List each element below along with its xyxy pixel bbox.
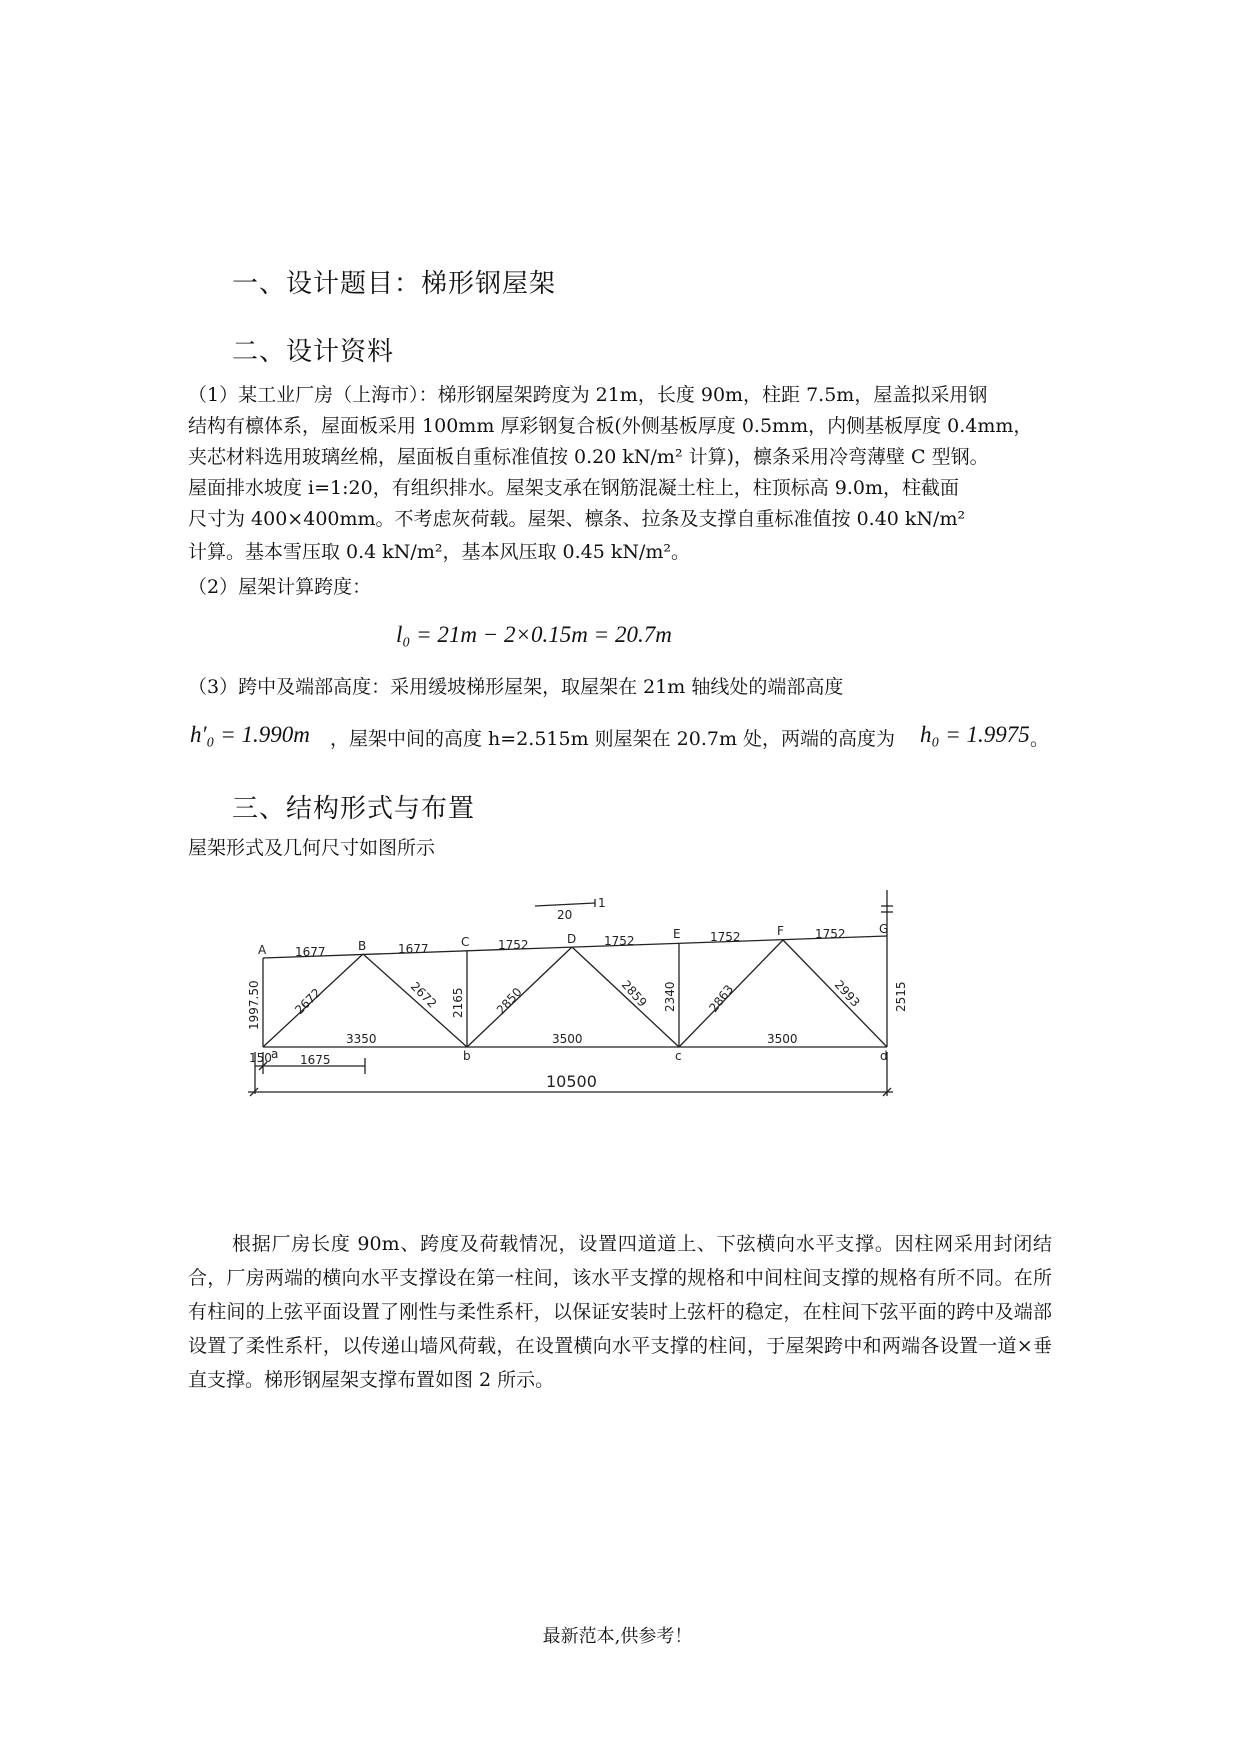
slope-indicator: [535, 903, 595, 906]
node-G: G: [879, 922, 889, 936]
top-len-FG: 1752: [815, 927, 846, 941]
node-B: B: [358, 939, 367, 953]
diag-len-cF: 2863: [706, 982, 737, 1015]
diag-len-bD: 2850: [493, 984, 525, 1018]
page-footer: 最新范本,供参考！: [542, 1626, 693, 1647]
data-line-9-end: 。: [1030, 728, 1050, 750]
diag-len-aB: 2672: [292, 985, 324, 1018]
heading-design-data: 二、设计资料: [232, 337, 395, 367]
node-F: F: [777, 924, 784, 938]
diag-len-Fd: 2993: [831, 977, 863, 1010]
bottom-len-cd: 3500: [767, 1032, 798, 1046]
node-E: E: [673, 927, 681, 941]
data-line-6: 计算。基本雪压取 0.4 kN/m²，基本风压取 0.45 kN/m²。: [188, 541, 691, 563]
node-c: c: [675, 1049, 682, 1063]
diag-len-Bb: 2672: [407, 979, 440, 1011]
node-d: d: [880, 1049, 888, 1063]
node-D: D: [567, 932, 577, 946]
node-b: b: [463, 1049, 471, 1063]
figure-caption: 屋架形式及几何尺寸如图所示: [188, 837, 436, 859]
vert-len-aA: 1997.50: [247, 980, 261, 1030]
node-C: C: [461, 935, 470, 949]
data-line-5: 尺寸为 400×400mm。不考虑灰荷载。屋架、檩条、拉条及支撑自重标准值按 0.40 kN/m²: [188, 508, 966, 530]
top-len-DE: 1752: [604, 934, 635, 948]
top-len-AB: 1677: [295, 945, 326, 959]
node-A: A: [258, 943, 267, 957]
node-a: a: [271, 1047, 279, 1061]
dim-1675: 1675: [300, 1053, 331, 1067]
formula-span: l₀ = 21m − 2×0.15m = 20.7m: [396, 622, 672, 647]
support-arrangement-paragraph: 根据厂房长度 90m、跨度及荷载情况，设置四道道上、下弦横向水平支撑。因柱网采用封闭结合，厂房两端的横向水平支撑设在第一柱间，该水平支撑的规格和中间柱间支撑的规格有所不同。在所有柱间的上弦平面设置了刚性与柔性系杆，以保证安装时上弦杆的稳定，在柱间下弦平面的跨中及端部设置了柔性系杆，以传递山墙风荷载，在设置横向水平支撑的柱间，于屋架跨中和两端各设置一道×垂直支撑。梯形钢屋架支撑布置如图 2 所示。: [188, 1233, 1052, 1391]
data-line-1: （1）某工业厂房（上海市）：梯形钢屋架跨度为 21m，长度 90m，柱距 7.5m，屋盖拟采用钢: [188, 384, 988, 406]
dim-10500: 10500: [546, 1072, 597, 1091]
data-line-9: ，屋架中间的高度 h=2.515m 则屋架在 20.7m 处，两端的高度为: [330, 728, 896, 750]
slope-mark: 1: [598, 896, 606, 910]
data-line-7: （2）屋架计算跨度：: [188, 576, 372, 598]
formula-end-height: h′₀ = 1.990m: [190, 722, 310, 747]
diagonal-Fd: [783, 940, 887, 1047]
data-line-4: 屋面排水坡度 i=1:20，有组织排水。屋架支承在钢筋混凝土柱上，柱顶标高 9.0m，柱截面: [188, 477, 959, 499]
vert-len-dG: 2515: [894, 981, 908, 1012]
vert-len-bC: 2165: [451, 987, 465, 1018]
slope-label: 20: [557, 908, 573, 922]
data-line-8: （3）跨中及端部高度：采用缓坡梯形屋架，取屋架在 21m 轴线处的端部高度: [188, 676, 844, 698]
top-len-CD: 1752: [498, 938, 529, 952]
top-len-EF: 1752: [710, 930, 741, 944]
heading-design-title: 一、设计题目：梯形钢屋架: [232, 269, 557, 299]
data-line-3: 夹芯材料选用玻璃丝棉，屋面板自重标准值按 0.20 kN/m² 计算)，檩条采用冷弯薄壁 C 型钢。: [188, 446, 989, 468]
dim-150: 150: [249, 1051, 272, 1065]
bottom-len-ab: 3350: [346, 1032, 377, 1046]
data-line-2: 结构有檩体系，屋面板采用 100mm 厚彩钢复合板(外侧基板厚度 0.5mm，内侧基板厚度 0.4mm，: [188, 415, 1033, 437]
formula-end-height-span: h₀ = 1.9975: [920, 722, 1030, 747]
top-len-BC: 1677: [398, 942, 429, 956]
diag-len-Dc: 2859: [618, 977, 650, 1010]
bottom-len-bc: 3500: [552, 1032, 583, 1046]
vert-len-cE: 2340: [663, 981, 677, 1012]
heading-structure: 三、结构形式与布置: [232, 794, 476, 824]
